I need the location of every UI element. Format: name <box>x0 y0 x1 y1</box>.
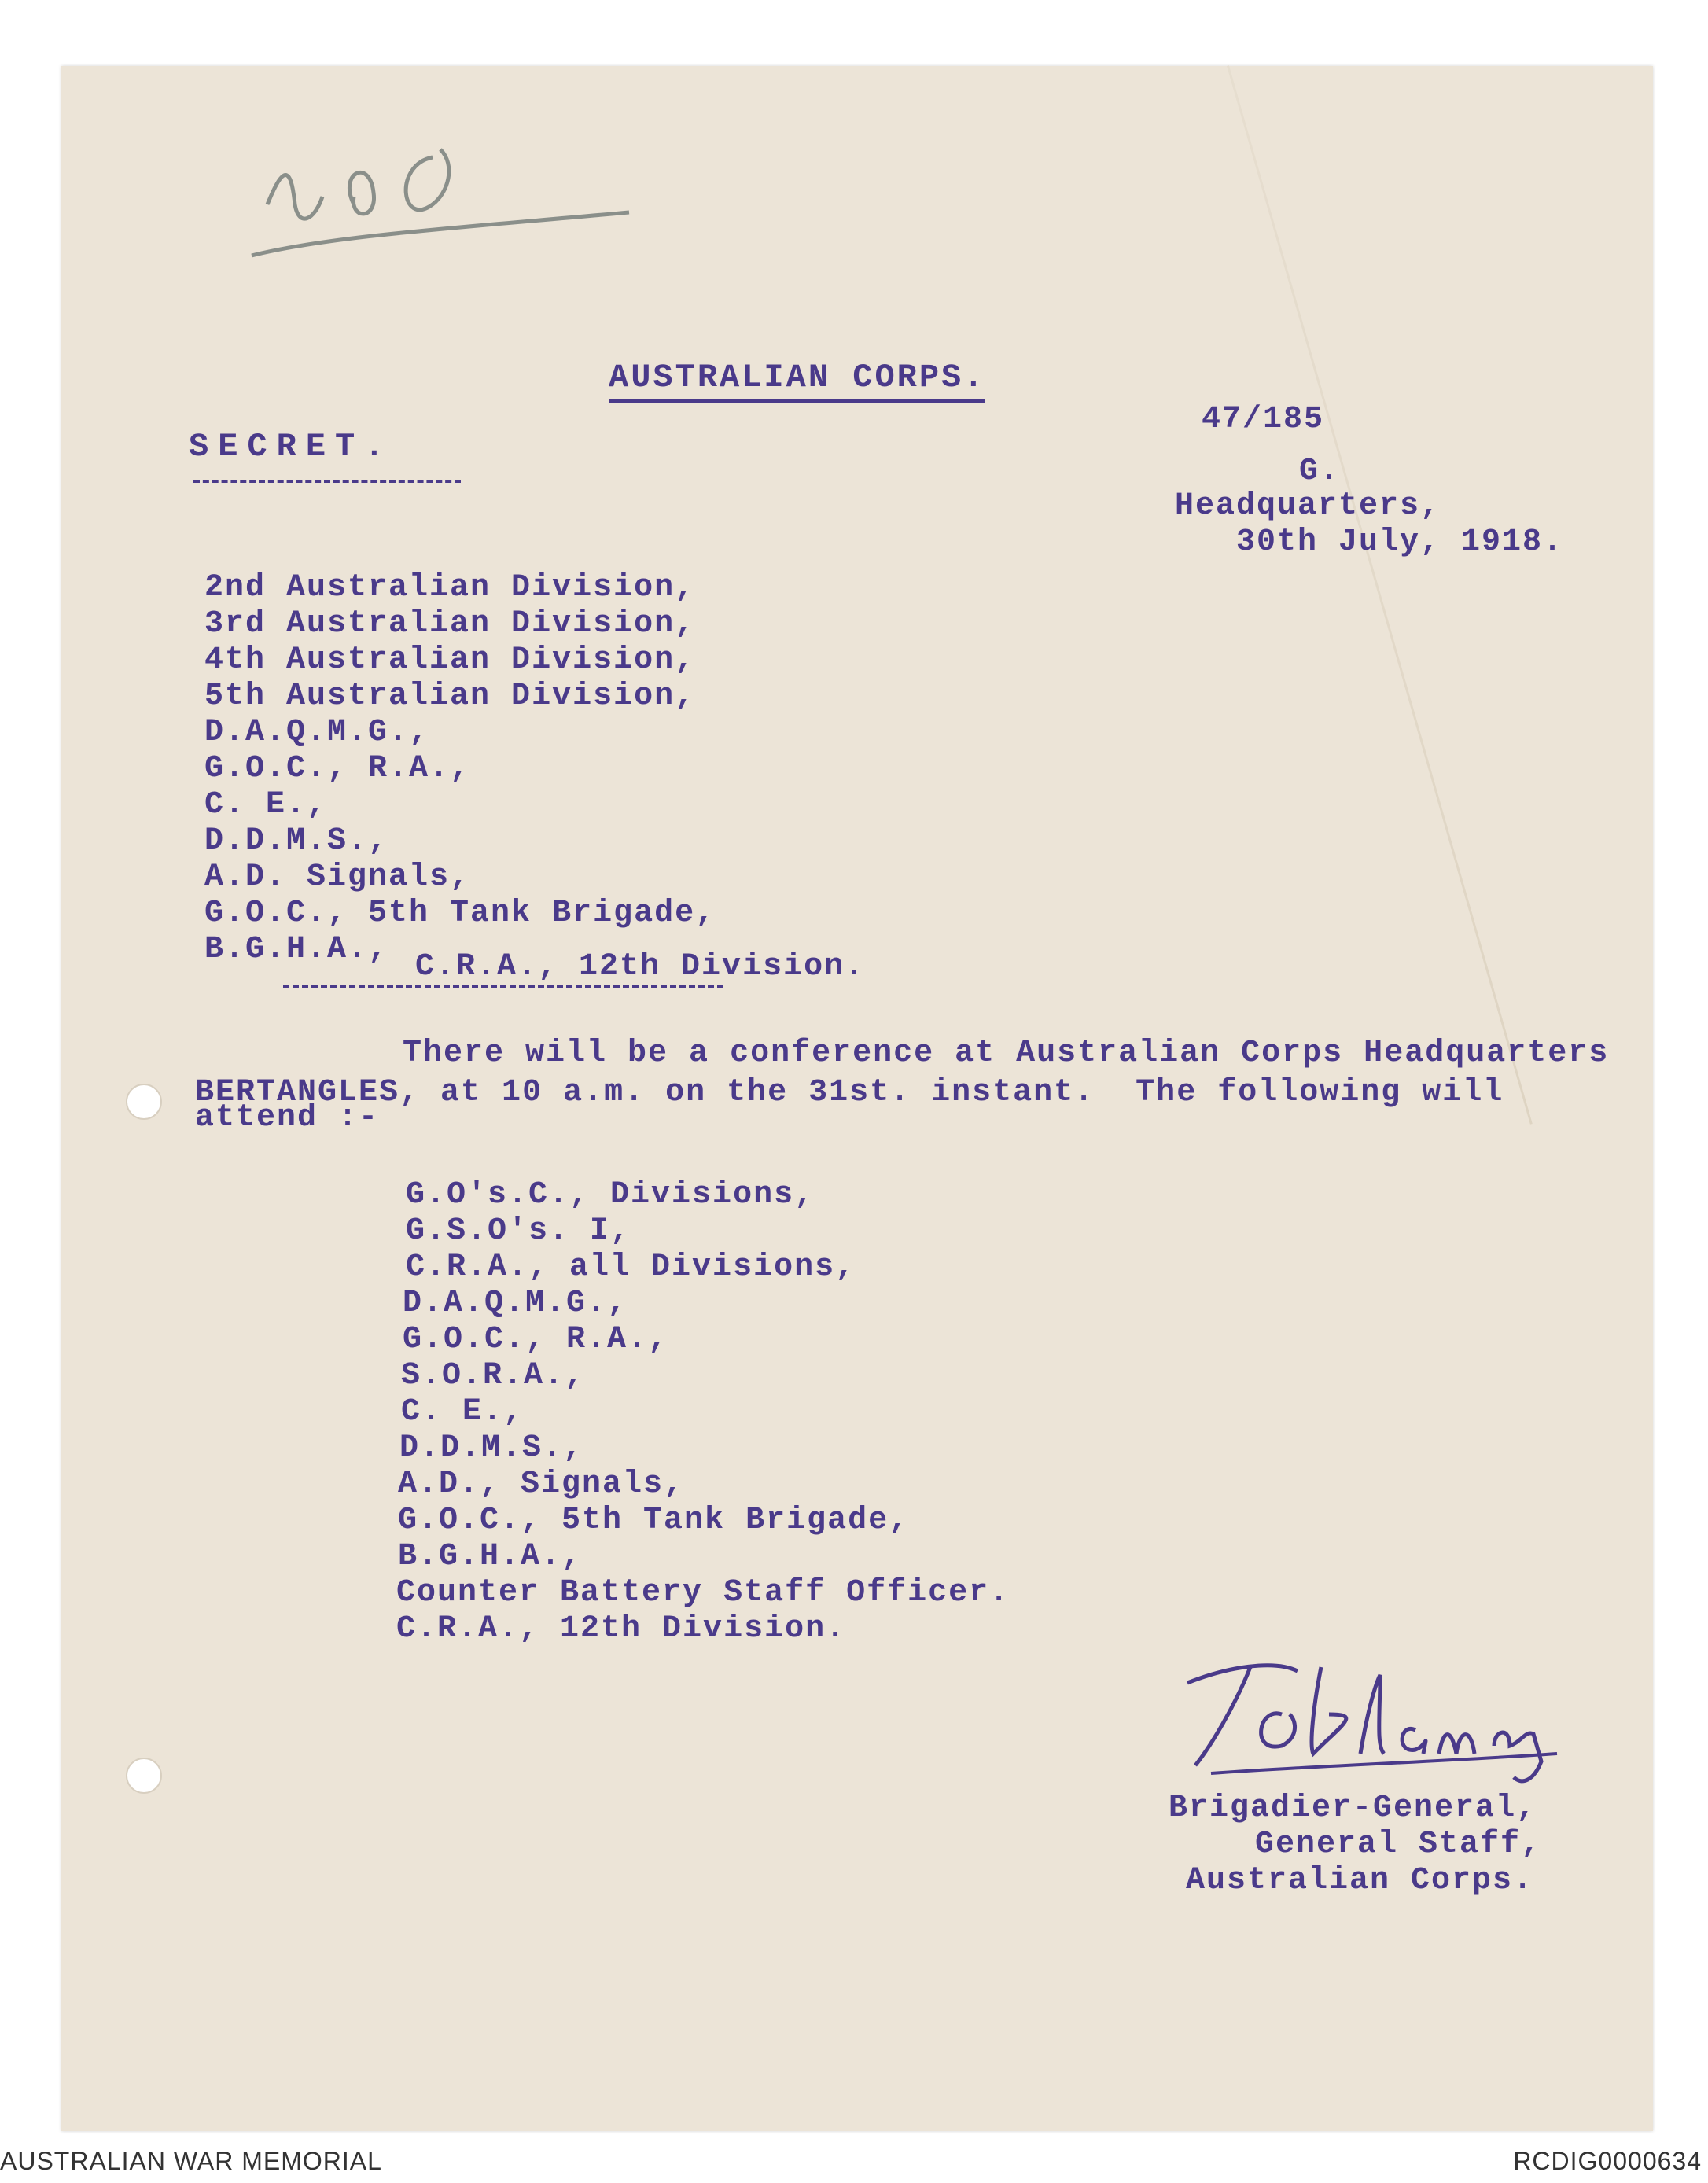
addressee: G.O.C., 5th Tank Brigade, <box>204 896 716 931</box>
body-line: There will be a conference at Australian Corps Headquarters <box>403 1036 1610 1071</box>
addressee: 4th Australian Division, <box>204 642 696 678</box>
punch-hole-bottom <box>126 1758 162 1794</box>
attendee: G.O.C., R.A., <box>403 1322 669 1357</box>
body-line: BERTANGLES, at 10 a.m. on the 31st. instant. The following will <box>195 1075 1504 1110</box>
attendee: A.D., Signals, <box>398 1467 685 1502</box>
addressee: A.D. Signals, <box>204 860 471 895</box>
document-title: AUSTRALIAN CORPS. <box>609 359 985 403</box>
addressee-underline <box>283 985 723 988</box>
addressee: C. E., <box>204 787 328 823</box>
addressee: 3rd Australian Division, <box>204 606 696 642</box>
footer-identifier: RCDIG0000634 <box>1513 2147 1702 2175</box>
body-line: attend :- <box>195 1100 380 1136</box>
signature-icon <box>1164 1636 1573 1793</box>
addressee: B.G.H.A., <box>204 932 389 967</box>
signatory-rank: Brigadier-General, <box>1169 1791 1537 1826</box>
footer-source: AUSTRALIAN WAR MEMORIAL <box>0 2147 382 2175</box>
punch-hole-top <box>126 1084 162 1120</box>
signatory-staff: General Staff, <box>1255 1827 1542 1862</box>
reference-location: Headquarters, <box>1175 488 1441 524</box>
attendee: C.R.A., 12th Division. <box>396 1611 847 1647</box>
addressee: D.D.M.S., <box>204 823 389 859</box>
attendee: G.O.C., 5th Tank Brigade, <box>398 1503 910 1538</box>
attendee: C.R.A., all Divisions, <box>406 1250 856 1285</box>
classification-marking: SECRET. <box>189 428 394 466</box>
pencil-annotation-icon <box>236 118 645 275</box>
addressee: G.O.C., R.A., <box>204 751 471 786</box>
attendee: B.G.H.A., <box>398 1539 583 1574</box>
classification-underline <box>193 480 461 483</box>
addressee-addition: C.R.A., 12th Division. <box>415 949 866 985</box>
reference-branch: G. <box>1299 454 1341 489</box>
attendee: G.O's.C., Divisions, <box>406 1177 815 1213</box>
attendee: S.O.R.A., <box>401 1358 586 1393</box>
attendee: C. E., <box>401 1394 525 1430</box>
attendee: Counter Battery Staff Officer. <box>396 1575 1010 1611</box>
attendee: G.S.O's. I, <box>406 1213 631 1249</box>
addressee: 2nd Australian Division, <box>204 570 696 606</box>
reference-file-no: 47/185 <box>1202 402 1325 437</box>
attendee: D.D.M.S., <box>399 1430 584 1466</box>
addressee: D.A.Q.M.G., <box>204 715 430 750</box>
signatory-formation: Australian Corps. <box>1186 1863 1534 1898</box>
attendee: D.A.Q.M.G., <box>403 1286 628 1321</box>
reference-date: 30th July, 1918. <box>1236 525 1564 560</box>
addressee: 5th Australian Division, <box>204 679 696 714</box>
